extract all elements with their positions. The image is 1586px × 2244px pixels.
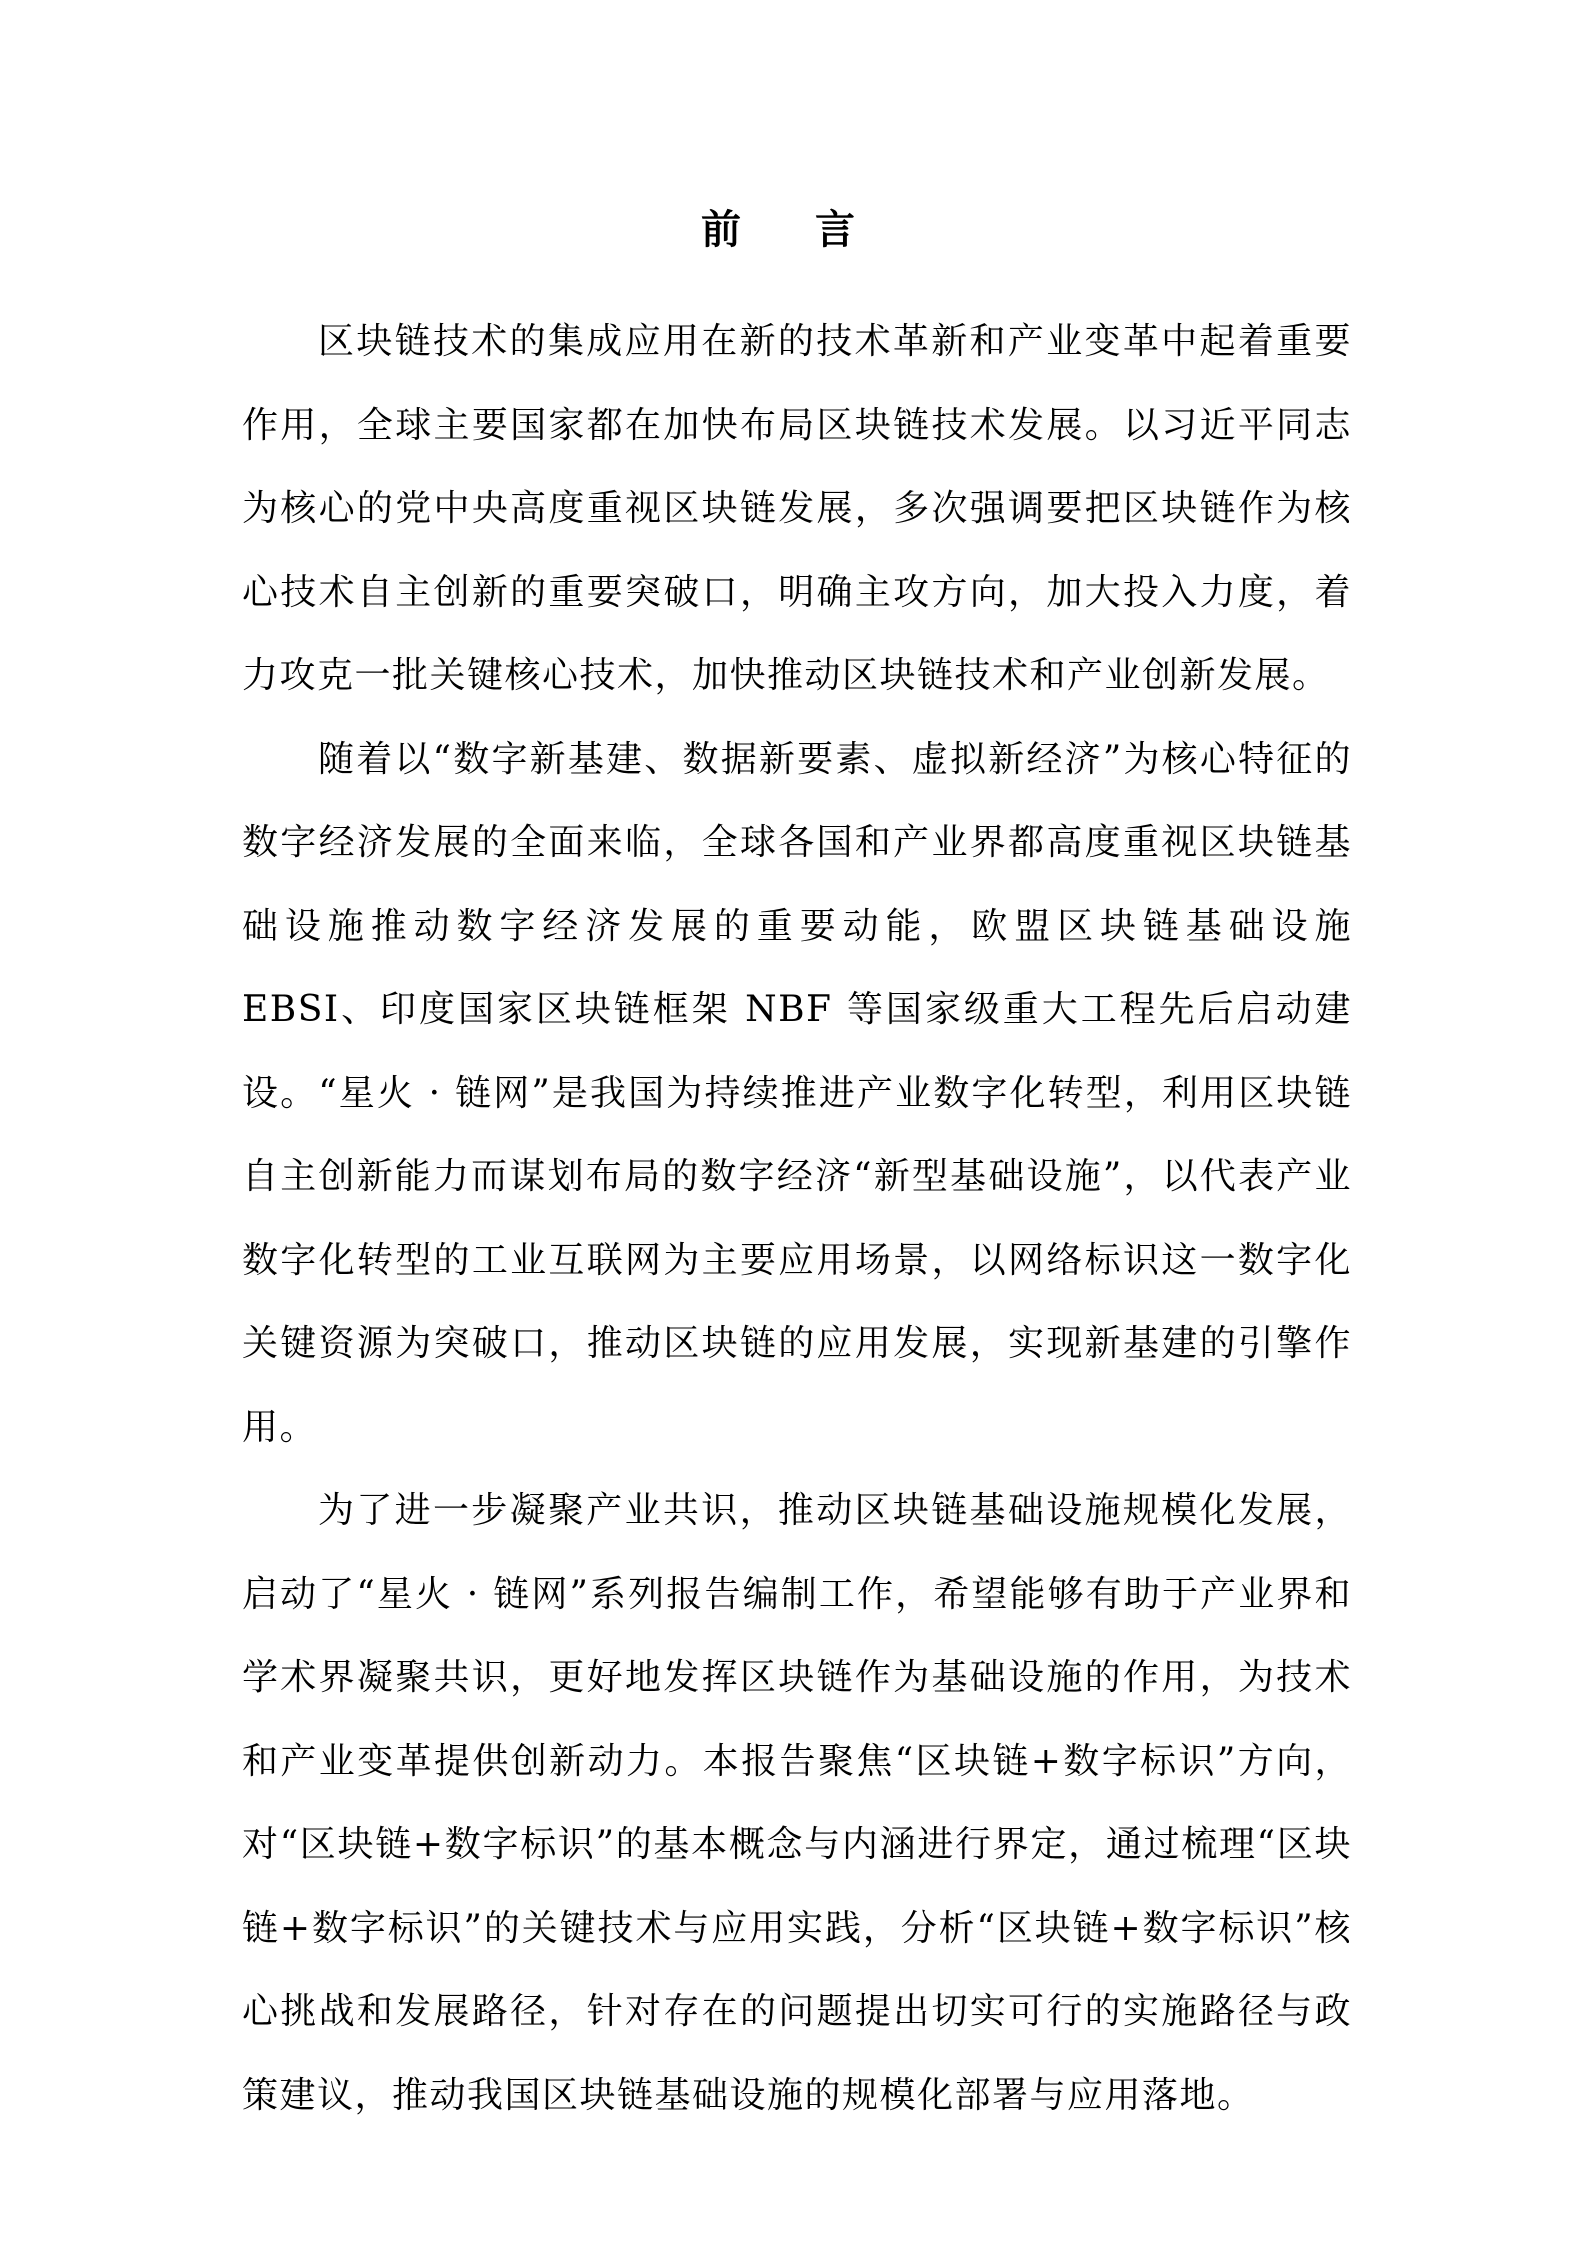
- page-title: 前 言: [701, 207, 885, 253]
- paragraph: 为了进一步凝聚产业共识，推动区块链基础设施规模化发展，启动了“星火 · 链网”系列报告编制工作，希望能够有助于产业界和学术界凝聚共识，更好地发挥区块链作为基础设施的作用，为技术和产业变革提供创新动力。本报告聚焦“区块链+数字标识”方向，对“区块链+数字标识”的基本概念与内涵进行界定，通过梳理“区块链+数字标识”的关键技术与应用实践，分析“区块链+数字标识”核心挑战和发展路径，针对存在的问题提出切实可行的实施路径与政策建议，推动我国区块链基础设施的规模化部署与应用落地。: [242, 1490, 1352, 2116]
- paragraph: 随着以“数字新基建、数据新要素、虚拟新经济”为核心特征的数字经济发展的全面来临，全球各国和产业界都高度重视区块链基础设施推动数字经济发展的重要动能，欧盟区块链基础设施 EBSI、印度国家区块链框架 NBF 等国家级重大工程先后启动建设。“星火 · 链网”是我国为持续推进产业数字化转型，利用区块链自主创新能力而谋划布局的数字经济“新型基础设施”，以代表产业数字化转型的工业互联网为主要应用场景，以网络标识这一数字化关键资源为突破口，推动区块链的应用发展，实现新基建的引擎作用。: [242, 738, 1352, 1448]
- paragraph: 区块链技术的集成应用在新的技术革新和产业变革中起着重要作用，全球主要国家都在加快布局区块链技术发展。以习近平同志为核心的党中央高度重视区块链发展，多次强调要把区块链作为核心技术自主创新的重要突破口，明确主攻方向，加大投入力度，着力攻克一批关键核心技术，加快推动区块链技术和产业创新发展。: [242, 321, 1352, 696]
- document-body: [242, 300, 1352, 2137]
